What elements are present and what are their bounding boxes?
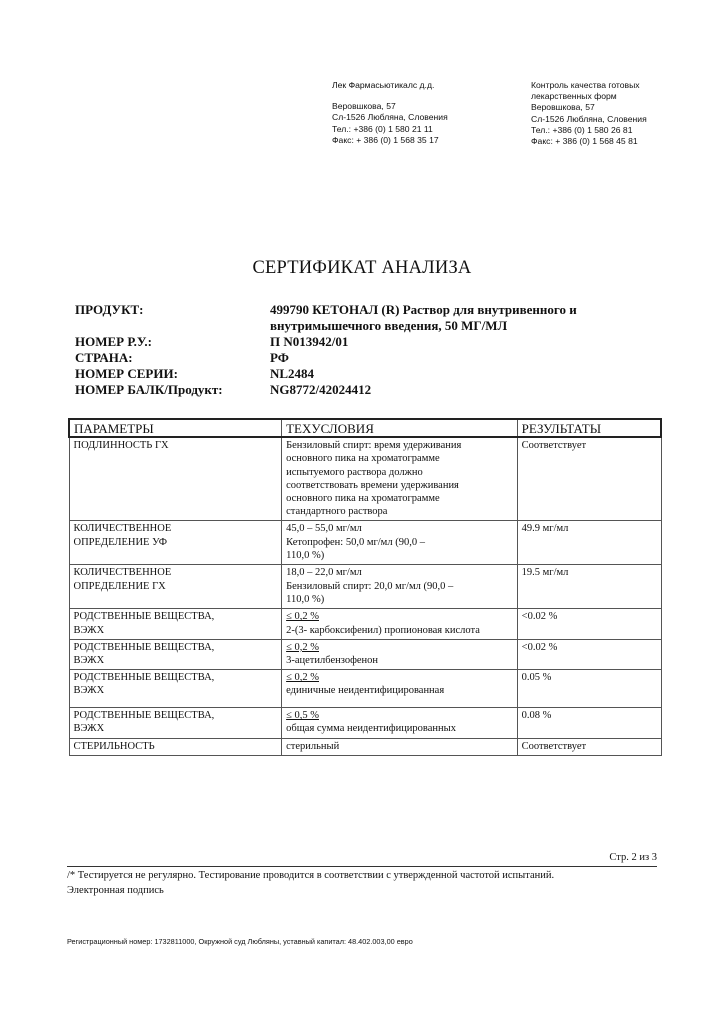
param-cell (69, 738, 282, 755)
spec-cell (282, 609, 518, 639)
batch-label: НОМЕР СЕРИИ: (75, 366, 178, 381)
registration-info: Регистрационный номер: 1732811000, Окружной суд Любляны, уставный капитал: 48.402.003,00 евро (67, 937, 413, 946)
table-header-row (69, 419, 661, 437)
spec-text: стандартного раствора (286, 506, 388, 518)
batch-row (75, 366, 655, 382)
result-cell (517, 565, 661, 609)
company-name: Лек Фармасьютикалс д.д. (332, 80, 435, 90)
param-text: СТЕРИЛЬНОСТЬ (73, 740, 155, 752)
param-cell (69, 639, 282, 669)
spec-cell (282, 738, 518, 755)
param-cell (69, 708, 282, 738)
param-text: ВЭЖХ (73, 624, 105, 636)
spec-cell (282, 670, 518, 708)
spec-text: основного пика на хроматограмме (286, 453, 440, 465)
spec-text: Бензиловый спирт: 20,0 мг/мл (90,0 – (286, 580, 454, 592)
company-address-block (332, 80, 448, 146)
product-label: ПРОДУКТ: (75, 302, 144, 317)
param-cell (69, 565, 282, 609)
country-label: СТРАНА: (75, 350, 133, 365)
batch-value: NL2484 (270, 366, 315, 381)
table-row (69, 738, 661, 755)
result-text: Соответствует (521, 740, 587, 752)
department-street: Веровшкова, 57 (531, 102, 595, 113)
header-results: РЕЗУЛЬТАТЫ (517, 419, 661, 437)
spec-cell (282, 708, 518, 738)
param-text: РОДСТВЕННЫЕ ВЕЩЕСТВА, (73, 710, 215, 722)
company-street: Веровшкова, 57 (332, 101, 396, 112)
table-row (69, 437, 661, 521)
result-text: <0.02 % (521, 611, 558, 623)
spec-text: 2-(3- карбоксифенил) пропионовая кислота (286, 624, 480, 636)
table-row (69, 609, 661, 639)
spec-cell (282, 521, 518, 565)
table-row (69, 639, 661, 669)
department-city: Сл-1526 Любляна, Словения (531, 113, 647, 124)
product-value-line1: 499790 КЕТОНАЛ (R) Раствор для внутривенного и (270, 302, 577, 317)
param-text: КОЛИЧЕСТВЕННОЕ (73, 567, 172, 579)
spec-text: 3-ацетилбензофенон (286, 655, 379, 667)
param-cell (69, 670, 282, 708)
param-text: РОДСТВЕННЫЕ ВЕЩЕСТВА, (73, 672, 215, 684)
param-text: ПОДЛИННОСТЬ ГХ (73, 440, 169, 452)
header-parameters: ПАРАМЕТРЫ (69, 419, 282, 437)
param-cell (69, 521, 282, 565)
spec-text: Кетопрофен: 50,0 мг/мл (90,0 – (286, 536, 425, 548)
company-fax: Факс: + 386 (0) 1 568 35 17 (332, 134, 439, 145)
table-row (69, 670, 661, 708)
result-cell (517, 670, 661, 708)
param-text: ВЭЖХ (73, 685, 105, 697)
param-cell (69, 609, 282, 639)
bulk-label: НОМЕР БАЛК/Продукт: (75, 382, 223, 397)
param-text: ОПРЕДЕЛЕНИЕ ГХ (73, 580, 166, 592)
product-row (75, 302, 655, 334)
param-text: РОДСТВЕННЫЕ ВЕЩЕСТВА, (73, 641, 215, 653)
spec-text: единичные неидентифицированная (286, 685, 445, 697)
footnote-block (67, 868, 554, 898)
spec-limit: ≤ 0,2 % (286, 611, 319, 623)
result-cell (517, 738, 661, 755)
result-cell (517, 437, 661, 521)
spec-text: общая сумма неидентифицированных (286, 723, 456, 735)
bulk-value: NG8772/42024412 (270, 382, 372, 397)
result-cell (517, 609, 661, 639)
param-text: ВЭЖХ (73, 723, 105, 735)
param-text: ОПРЕДЕЛЕНИЕ УФ (73, 536, 168, 548)
spec-limit: ≤ 0,2 % (286, 641, 319, 653)
spec-cell (282, 565, 518, 609)
param-text: КОЛИЧЕСТВЕННОЕ (73, 523, 172, 535)
header-specifications: ТЕХУСЛОВИЯ (282, 419, 518, 437)
result-text: Соответствует (521, 440, 587, 452)
product-value-line2: внутримышечного введения, 50 МГ/МЛ (270, 318, 508, 333)
spec-text: 45,0 – 55,0 мг/мл (286, 523, 362, 535)
spec-cell (282, 639, 518, 669)
electronic-signature-text: Электронная подпись (67, 885, 164, 896)
department-name-line2: лекарственных форм (531, 91, 617, 102)
param-cell (69, 437, 282, 521)
param-text: РОДСТВЕННЫЕ ВЕЩЕСТВА, (73, 611, 215, 623)
bulk-row (75, 382, 655, 398)
spec-text: стерильный (286, 740, 340, 752)
footnote-text: /* Тестируется не регулярно. Тестирование проводится в соответствии с утвержденной частотой испытаний. (67, 870, 555, 881)
page-number: Стр. 2 из 3 (609, 852, 657, 863)
department-name-line1: Контроль качества готовых (531, 80, 640, 90)
spec-text: 18,0 – 22,0 мг/мл (286, 567, 362, 579)
spec-text: основного пика на хроматограмме (286, 493, 440, 505)
result-text: 0.05 % (521, 672, 552, 684)
result-text: 19.5 мг/мл (521, 567, 569, 579)
table-row (69, 708, 661, 738)
table-row (69, 565, 661, 609)
param-text: ВЭЖХ (73, 655, 105, 667)
document-title: СЕРТИФИКАТ АНАЛИЗА (252, 258, 472, 278)
country-row (75, 350, 655, 366)
footer-divider (67, 866, 657, 867)
company-city: Сл-1526 Любляна, Словения (332, 112, 448, 123)
spec-limit: ≤ 0,5 % (286, 710, 319, 722)
department-fax: Факс: + 386 (0) 1 568 45 81 (531, 136, 638, 147)
spec-text: 110,0 %) (286, 549, 325, 561)
spec-text: 110,0 %) (286, 593, 325, 605)
analysis-table (68, 418, 662, 756)
product-value (270, 302, 610, 334)
reg-number-value: П N013942/01 (270, 334, 349, 349)
result-cell (517, 639, 661, 669)
result-text: 0.08 % (521, 710, 552, 722)
qc-department-address-block (531, 80, 647, 147)
reg-number-label: НОМЕР Р.У.: (75, 334, 152, 349)
country-value: РФ (270, 350, 289, 365)
company-phone: Тел.: +386 (0) 1 580 21 11 (332, 123, 433, 134)
spec-limit: ≤ 0,2 % (286, 672, 319, 684)
table-row (69, 521, 661, 565)
result-cell (517, 708, 661, 738)
spec-cell (282, 437, 518, 521)
department-phone: Тел.: +386 (0) 1 580 26 81 (531, 124, 633, 135)
spec-text: испытуемого раствора должно (286, 466, 423, 478)
result-text: <0.02 % (521, 641, 558, 653)
spec-text: Бензиловый спирт: время удерживания (286, 440, 462, 452)
spec-text: соответствовать времени удерживания (286, 479, 459, 491)
result-text: 49.9 мг/мл (521, 523, 569, 535)
reg-number-row (75, 334, 655, 350)
result-cell (517, 521, 661, 565)
